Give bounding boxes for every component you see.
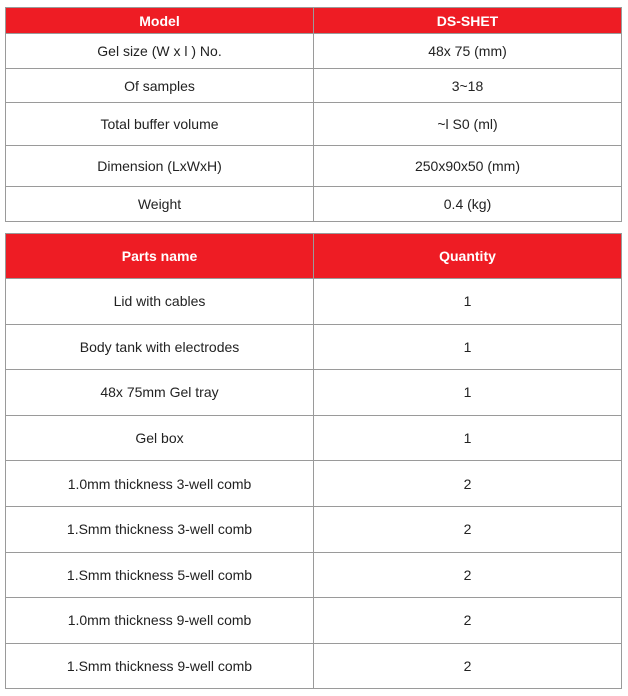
spec-label: Dimension (LxWxH) [6,146,314,187]
table-row [6,415,622,461]
spec-value: 250x90x50 (mm) [314,146,622,187]
table-row [6,506,622,552]
part-name: Body tank with electrodes [6,324,314,370]
table-row [6,643,622,689]
spec-header-row [6,8,622,34]
part-name: 1.0mm thickness 9-well comb [6,598,314,644]
part-quantity: 1 [314,324,622,370]
table-row [6,187,622,222]
spec-value: ~l S0 (ml) [314,103,622,146]
table-row [6,146,622,187]
part-name: 1.0mm thickness 3-well comb [6,461,314,507]
part-quantity: 2 [314,598,622,644]
spec-label: Of samples [6,69,314,103]
part-quantity: 2 [314,643,622,689]
part-quantity: 2 [314,461,622,507]
spec-value: 48x 75 (mm) [314,34,622,69]
spec-header-model: Model [6,8,314,34]
table-row [6,103,622,146]
part-name: 1.Smm thickness 9-well comb [6,643,314,689]
part-name: 1.Smm thickness 3-well comb [6,506,314,552]
spec-label: Weight [6,187,314,222]
part-quantity: 2 [314,506,622,552]
table-row [6,598,622,644]
parts-header-name: Parts name [6,234,314,279]
table-row [6,370,622,416]
table-row [6,552,622,598]
spec-label: Gel size (W x l ) No. [6,34,314,69]
spec-value: 0.4 (kg) [314,187,622,222]
part-name: 48x 75mm Gel tray [6,370,314,416]
part-name: 1.Smm thickness 5-well comb [6,552,314,598]
spec-label: Total buffer volume [6,103,314,146]
parts-header-row [6,234,622,279]
part-quantity: 2 [314,552,622,598]
table-row [6,34,622,69]
part-quantity: 1 [314,415,622,461]
table-row [6,461,622,507]
spec-value: 3~18 [314,69,622,103]
part-name: Lid with cables [6,279,314,325]
parts-table [5,233,622,689]
part-quantity: 1 [314,370,622,416]
spec-table [5,7,622,222]
table-row [6,69,622,103]
parts-header-quantity: Quantity [314,234,622,279]
part-quantity: 1 [314,279,622,325]
table-row [6,279,622,325]
spec-header-model-value: DS-SHET [314,8,622,34]
part-name: Gel box [6,415,314,461]
table-row [6,324,622,370]
